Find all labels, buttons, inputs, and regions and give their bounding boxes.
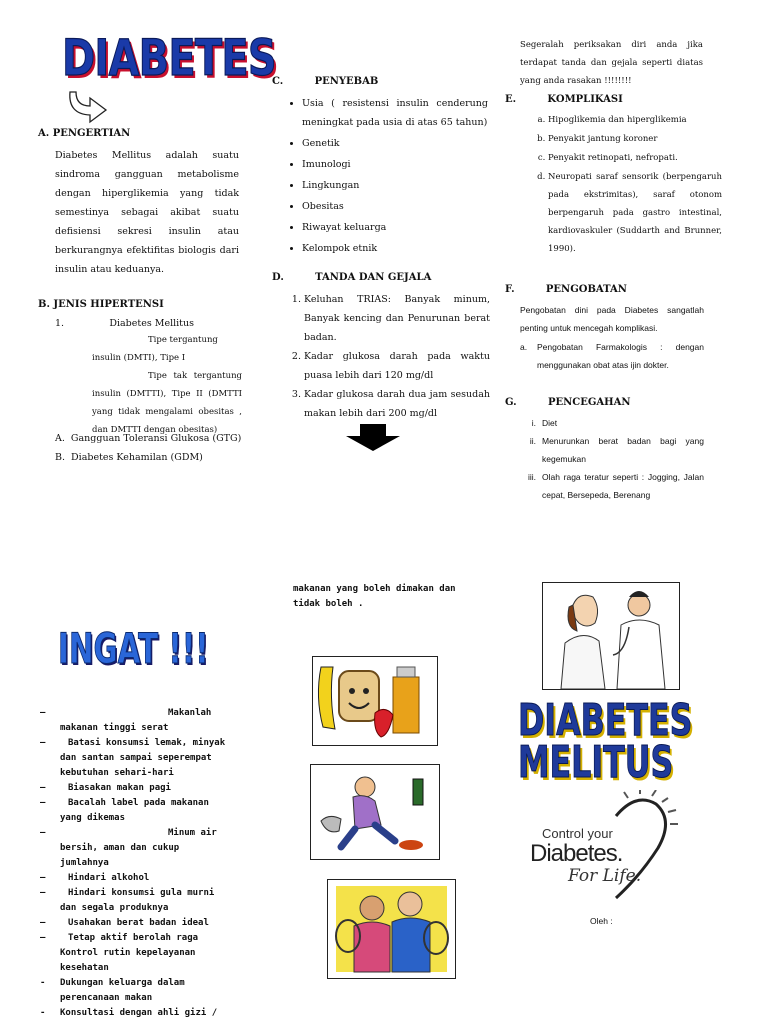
cover-title-line-1: DIABETES [518,695,693,746]
list-item: b. Penyakit jantung koroner [548,130,722,148]
list-item: i. Diet [531,418,558,428]
list-item: – Biasakan makan pagi [40,783,171,793]
list-item: – Bacalah label pada makanan yang dikemas [40,798,209,823]
section-e-list [530,111,722,258]
list-item: • Lingkungan [302,176,488,195]
list-item: ii. Menurunkan berat badan bagi yang kegemukan [529,436,704,464]
section-b-heading: B. JENIS HIPERTENSI [38,299,164,310]
section-g-list [520,414,704,504]
section-f-body: Pengobatan dini pada Diabetes sangatlah penting untuk mencegah komplikasi. [520,305,704,333]
cover-title-line-2: MELITUS [518,737,674,788]
food-note: makanan yang boleh dimakan dan tidak boleh . [293,584,456,609]
junk-food-clipart-image [310,764,440,860]
section-b-item-b: B. Diabetes Kehamilan (GDM) [55,452,203,463]
brochure-title: DIABETES [62,29,276,87]
list-item: - Dukungan keluarga dalam perencanaan makan [40,978,185,1003]
curved-arrow-icon [64,84,110,124]
section-g-heading: G. PENCEGAHAN [505,397,631,408]
section-d-heading: D. TANDA DAN GEJALA [272,272,432,283]
list-item: • Kelompok etnik [302,239,488,258]
author-label: Oleh : [590,916,613,926]
section-a-heading: A. PENGERTIAN [38,128,131,139]
section-e-heading: E. KOMPLIKASI [505,94,623,105]
tips-list [40,706,228,1021]
list-item: – Hindari konsumsi gula murni dan segala produknya [40,888,215,913]
list-item: - Konsultasi dengan ahli gizi / [40,1008,218,1018]
section-d-list [286,290,490,423]
control-diabetes-logo [528,790,678,906]
down-arrow-icon [344,424,402,452]
section-c-list [286,94,488,258]
section-f-heading: F. PENGOBATAN [505,284,627,295]
logo-line-1: Control your [542,826,613,841]
list-item: – Minum air bersih, aman dan cukup jumlahnya [40,828,217,868]
list-item: d. Neuropati saraf sensorik (berpengaruh pada ekstrimitas), saraf otonom berpengaruh pada gastro intestinal, kardiovaskuler (Suddarth and Brunner, 1990). [548,168,722,258]
logo-line-2: Diabetes. [530,840,623,867]
section-b-sub-2: Tipe tak tergantung insulin (DMTTI), Tipe II (DMTTI yang tidak mengalami obesitas , dan DMTTI dengan obesitas) [92,371,242,435]
logo-line-3: For Life. [568,866,642,886]
section-b-sub-1: Tipe tergantung insulin (DMTI), Tipe I [92,335,218,363]
list-item: 2. Kadar glukosa darah pada waktu puasa lebih dari 120 mg/dl [304,347,490,385]
list-item: 3. Kadar glukosa darah dua jam sesudah makan lebih dari 200 mg/dl [304,385,490,423]
list-item: 1. Keluhan TRIAS: Banyak minum, Banyak kencing dan Penurunan berat badan. [304,290,490,347]
section-f-item-label: a. [520,342,528,352]
check-up-note: Segeralah periksakan diri anda jika terdapat tanda dan gejala seperti diatas yang anda rasakan !!!!!!!! [520,40,703,86]
list-item: – Hindari alkohol [40,873,150,883]
list-item: – Batasi konsumsi lemak, minyak dan santan sampai seperempat kebutuhan sehari-hari [40,738,226,778]
list-item: – Makanlah makanan tinggi serat [40,708,212,733]
section-c-heading: C. PENYEBAB [272,76,379,87]
section-f-item-a: Pengobatan Farmakologis : dengan menggunakan obat atas ijin dokter. [537,342,704,370]
list-item: a. Hipoglikemia dan hiperglikemia [548,111,722,129]
section-b-item-1: 1. Diabetes Mellitus [55,318,194,329]
list-item: c. Penyakit retinopati, nefropati. [548,149,722,167]
list-item: • Usia ( resistensi insulin cenderung meningkat pada usia di atas 65 tahun) [302,94,488,132]
list-item: – Tetap aktif berolah raga Kontrol rutin kepelayanan kesehatan [40,933,199,973]
exercise-clipart-image [327,879,456,979]
list-item: • Riwayat keluarga [302,218,488,237]
list-item: iii. Olah raga teratur seperti : Jogging, Jalan cepat, Bersepeda, Berenang [527,472,704,500]
food-clipart-image [312,656,438,746]
ingat-heading: INGAT !!! [58,624,209,673]
section-b-item-a: A. Gangguan Toleransi Glukosa (GTG) [55,433,242,444]
list-item: • Genetik [302,134,488,153]
list-item: • Obesitas [302,197,488,216]
doctor-patient-clipart-image [542,582,680,690]
list-item: • Imunologi [302,155,488,174]
list-item: – Usahakan berat badan ideal [40,918,209,928]
section-a-body: Diabetes Mellitus adalah suatu sindroma gangguan metabolisme dengan hiperglikemia yang tidak semestinya sebagai akibat suatu defisiensi sekresi insulin atau berkurangnya efektifitas biologis dari insulin atau keduanya. [55,150,239,275]
